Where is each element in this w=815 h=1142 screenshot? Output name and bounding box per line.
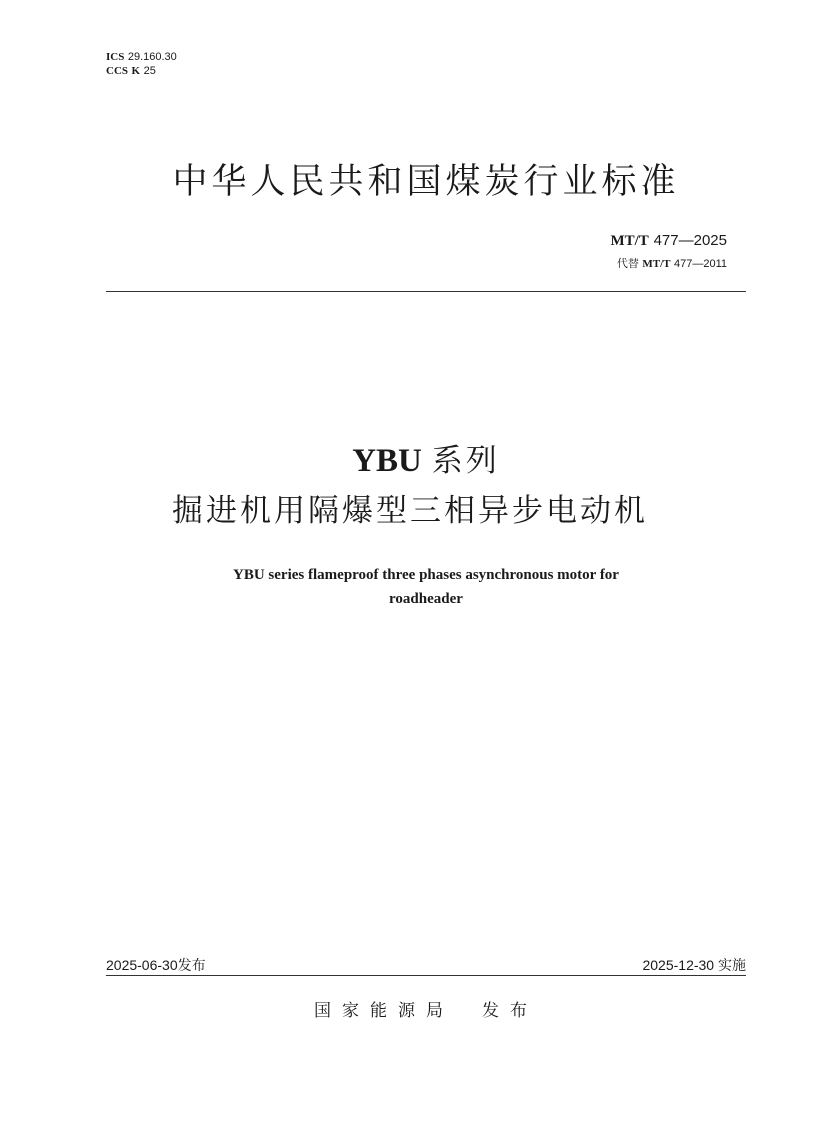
title-series-word: 系列 — [431, 443, 500, 479]
publisher-organization: 国家能源局 — [314, 1001, 454, 1021]
implementation-date — [642, 956, 746, 975]
ics-label: ICS — [106, 51, 125, 63]
standard-number-value: 477—2025 — [653, 232, 727, 249]
implementation-date-value: 2025-12-30 — [642, 957, 715, 973]
implementation-word: 实施 — [718, 958, 746, 974]
english-title — [106, 563, 746, 611]
ccs-value: 25 — [143, 65, 156, 77]
bottom-divider — [106, 975, 746, 976]
top-divider — [106, 291, 746, 292]
ics-value: 29.160.30 — [127, 51, 177, 63]
classification-codes — [106, 50, 177, 78]
issue-word: 发布 — [177, 958, 206, 974]
standard-number — [610, 231, 727, 250]
issue-date — [106, 956, 206, 975]
english-title-line-2: roadheader — [389, 591, 463, 607]
title-line-2: 掘进机用隔爆型三相异步电动机 — [172, 493, 648, 529]
standard-code: MT/T — [610, 233, 649, 249]
replaces-prefix: 代替 — [616, 257, 639, 270]
ccs-letter: K — [131, 65, 141, 77]
replaces-number: 477—2011 — [673, 258, 727, 270]
replaces-code: MT/T — [642, 258, 671, 270]
issue-date-value: 2025-06-30 — [106, 957, 178, 973]
ics-code — [106, 50, 177, 64]
publisher — [106, 999, 746, 1023]
title-line-1 — [106, 440, 746, 482]
ccs-code — [106, 64, 177, 78]
publisher-action: 发布 — [482, 1001, 538, 1021]
standard-heading: 中华人民共和国煤炭行业标准 — [172, 162, 680, 202]
ccs-label: CCS — [106, 65, 129, 77]
title-latin: YBU — [352, 443, 422, 479]
replaces-standard — [617, 257, 727, 271]
english-title-line-1: YBU series flameproof three phases asynchronous motor for — [233, 567, 619, 583]
